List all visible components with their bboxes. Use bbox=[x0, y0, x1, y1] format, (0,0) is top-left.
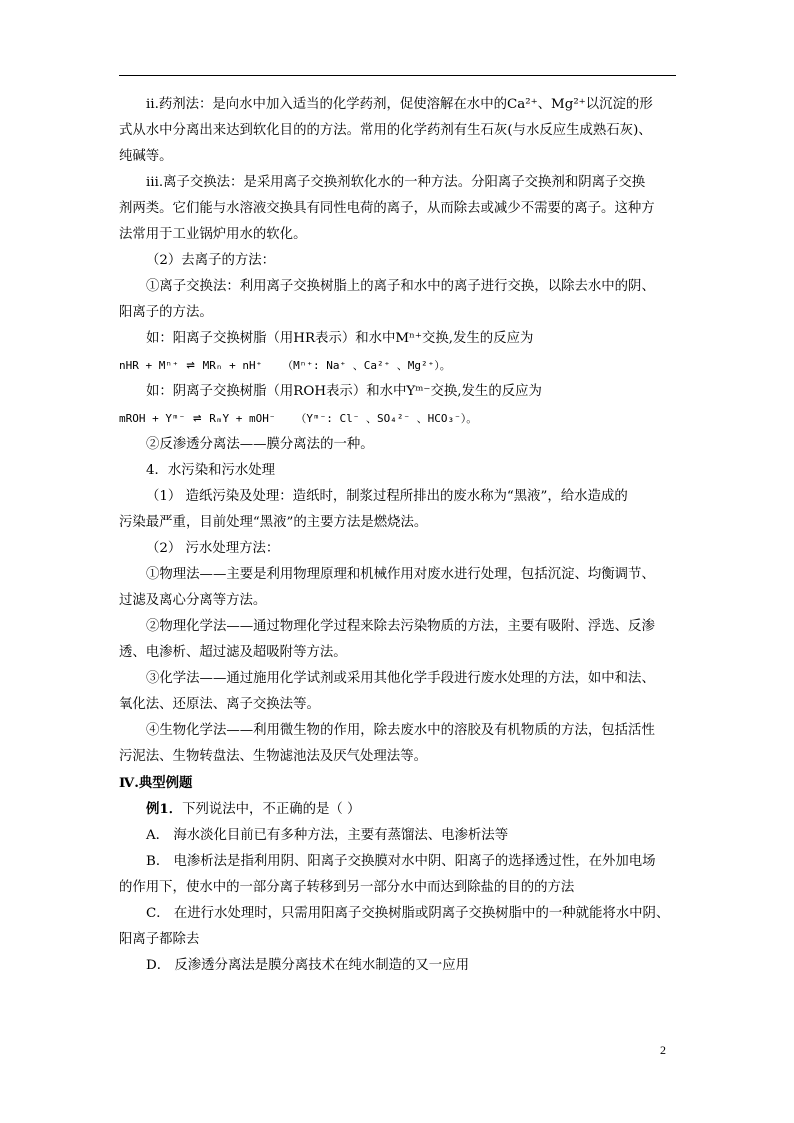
page-number: 2 bbox=[660, 1043, 666, 1057]
equation-anion bbox=[119, 405, 679, 432]
subheading: （2） 污水处理方法： bbox=[146, 541, 280, 556]
text-line: ①物理法——主要是利用物理原理和机械作用对废水进行处理，包括沉淀、均衡调节、 bbox=[146, 567, 655, 582]
option-c-cont: 阳离子都除去 bbox=[119, 932, 200, 947]
text-line: ②物理化学法——通过物理化学过程来除去污染物质的方法，主要有吸附、浮选、反渗 bbox=[146, 619, 655, 634]
header-rule bbox=[119, 75, 676, 76]
equilibrium-arrow-icon: ⇌ bbox=[193, 410, 202, 426]
section-heading-examples: Ⅳ.典型例题 bbox=[119, 775, 193, 791]
text-line: 氧化法、还原法、离子交换法等。 bbox=[119, 697, 320, 712]
equilibrium-arrow-icon: ⇌ bbox=[186, 357, 195, 373]
option-d: D． 反渗透分离法是膜分离技术在纯水制造的又一应用 bbox=[146, 958, 469, 973]
equation-cation bbox=[119, 352, 679, 379]
text-line: 如：阳离子交换树脂（用HR表示）和水中Mⁿ⁺交换,发生的反应为 bbox=[146, 331, 534, 346]
text-line: ①离子交换法：利用离子交换树脂上的离子和水中的离子进行交换，以除去水中的阴、 bbox=[146, 279, 655, 294]
document-body bbox=[119, 92, 679, 979]
text-line: 如：阴离子交换树脂（用ROH表示）和水中Yᵐ⁻交换,发生的反应为 bbox=[146, 384, 542, 399]
text-line: 污泥法、生物转盘法、生物滤池法及厌气处理法等。 bbox=[119, 749, 427, 764]
equation-right: RₘY + mOH⁻ bbox=[209, 412, 276, 425]
question-label: 例1． bbox=[146, 801, 183, 817]
equation-left: mROH + Yᵐ⁻ bbox=[119, 412, 186, 425]
text-line: ③化学法——通过施用化学试剂或采用其他化学手段进行废水处理的方法，如中和法、 bbox=[146, 671, 655, 686]
option-a: A． 海水淡化目前已有多种方法，主要有蒸馏法、电渗析法等 bbox=[146, 828, 509, 843]
equation-note: （Yᵐ⁻: Cl⁻ 、SO₄²⁻ 、HCO₃⁻）。 bbox=[295, 412, 478, 425]
option-b-cont: 的作用下，使水中的一部分离子转移到另一部分水中而达到除盐的目的的方法 bbox=[119, 880, 575, 895]
text-line: 透、电渗析、超过滤及超吸附等方法。 bbox=[119, 645, 347, 660]
subheading: （2）去离子的方法： bbox=[146, 253, 276, 268]
text-line: 纯碱等。 bbox=[119, 149, 173, 164]
equation-note: （Mⁿ⁺: Na⁺ 、Ca²⁺ 、Mg²⁺）。 bbox=[282, 359, 451, 372]
question-text: 下列说法中，不正确的是（ ） bbox=[182, 802, 361, 817]
question bbox=[119, 796, 679, 823]
section-heading: 4．水污染和污水处理 bbox=[146, 463, 276, 478]
text-line: （1） 造纸污染及处理：造纸时，制浆过程所排出的废水称为“黑液”，给水造成的 bbox=[146, 489, 628, 504]
equation-left: nHR + Mⁿ⁺ bbox=[119, 359, 179, 372]
text-line: 阳离子的方法。 bbox=[119, 305, 213, 320]
text-line: ⅱ.药剂法：是向水中加入适当的化学药剂，促使溶解在水中的Ca²⁺、Mg²⁺以沉淀的形 bbox=[146, 97, 653, 112]
text-line: ②反渗透分离法——膜分离法的一种。 bbox=[146, 437, 374, 452]
text-line: 过滤及离心分离等方法。 bbox=[119, 593, 267, 608]
text-line: 污染最严重，目前处理“黑液”的主要方法是燃烧法。 bbox=[119, 515, 428, 530]
equation-right: MRₙ + nH⁺ bbox=[202, 359, 263, 372]
option-c: C． 在进行水处理时，只需用阳离子交换树脂或阴离子交换树脂中的一种就能将水中阴、 bbox=[146, 906, 670, 921]
text-line: 法常用于工业锅炉用水的软化。 bbox=[119, 227, 307, 242]
text-line: ⅲ.离子交换法：是采用离子交换剂软化水的一种方法。分阳离子交换剂和阴离子交换 bbox=[146, 175, 646, 190]
text-line: 式从水中分离出来达到软化目的的方法。常用的化学药剂有生石灰(与水反应生成熟石灰)、 bbox=[119, 123, 652, 138]
text-line: 剂两类。它们能与水溶液交换具有同性电荷的离子，从而除去或减少不需要的离子。这种方 bbox=[119, 201, 655, 216]
text-line: ④生物化学法——利用微生物的作用，除去废水中的溶胶及有机物质的方法，包括活性 bbox=[146, 723, 655, 738]
option-b: B． 电渗析法是指利用阴、阳离子交换膜对水中阴、阳离子的选择透过性，在外加电场 bbox=[146, 854, 656, 869]
